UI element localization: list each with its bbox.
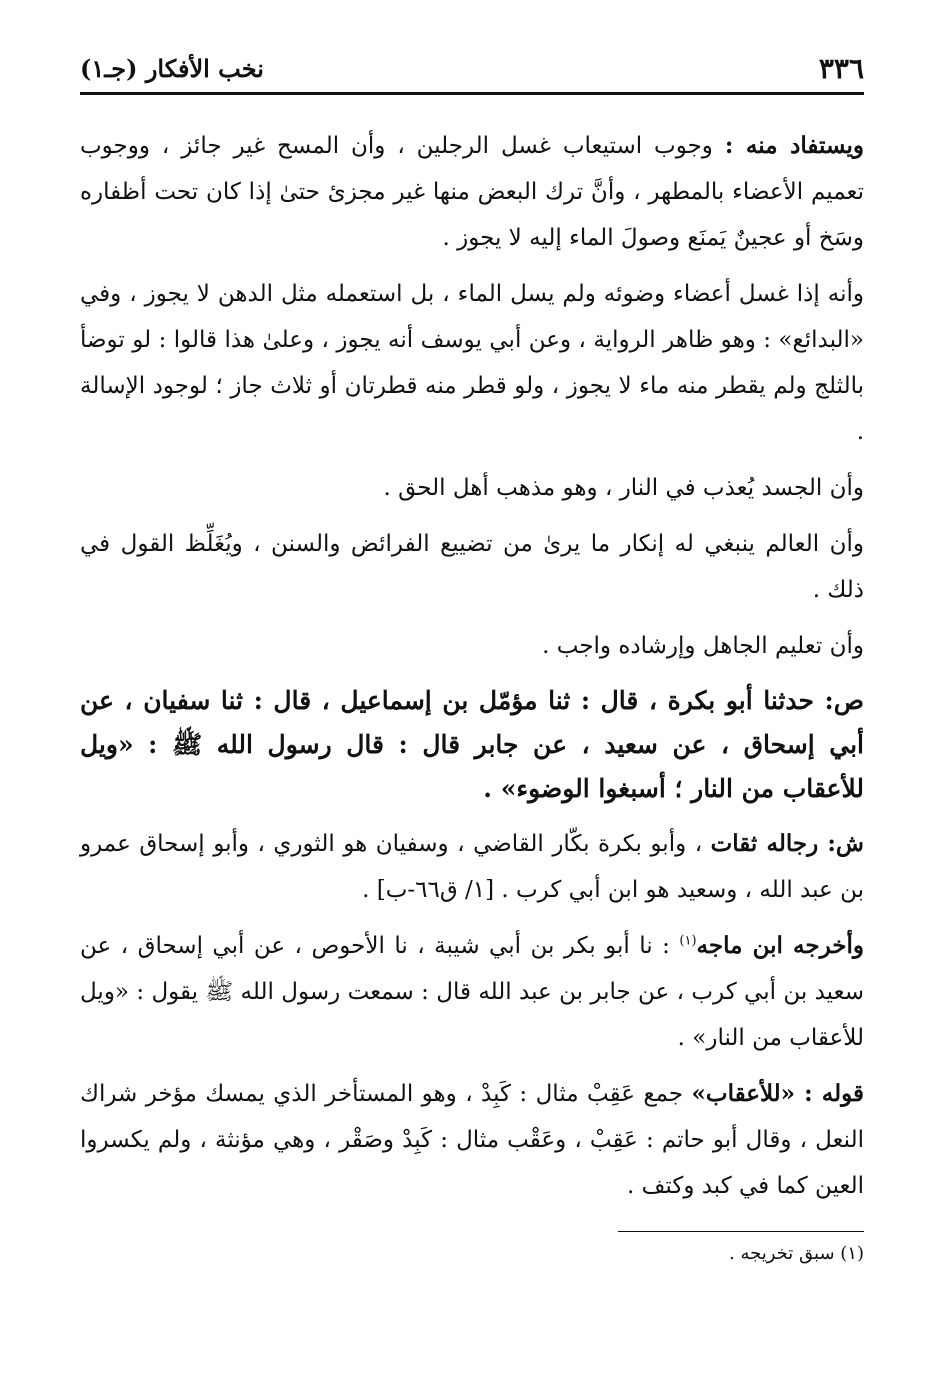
footnote: (١) سبق تخريجه .: [729, 1243, 864, 1264]
paragraph: [80, 623, 864, 669]
running-title: نخب الأفكار (جـ١): [80, 54, 264, 83]
page-header: [80, 52, 864, 95]
hadith-text: ص: حدثنا أبو بكرة ، قال : ثنا مؤمّل بن إسماعيل ، قال : ثنا سفيان ، عن أبي إسحاق ، عن سعيد ، عن جابر قال : قال رسول الله ﷺ : «ويل للأعقاب من النار ؛ أسبغوا الوضوء» .: [80, 686, 864, 803]
commentary-paragraph: [80, 821, 864, 913]
book-page: [80, 52, 864, 1270]
takhrij-text: : نا أبو بكر بن أبي شيبة ، نا الأحوص ، عن أبي إسحاق ، عن سعيد بن أبي كرب ، عن جابر بن عبد الله قال : سمعت رسول الله ﷺ يقول : «ويل للأعقاب من النار» .: [80, 933, 864, 1051]
footnote-reference[interactable]: (١): [679, 933, 697, 949]
takhrij-paragraph: [80, 923, 864, 1061]
explanation-text: جمع عَقِبْ مثال : كَبِدْ ، وهو المستأخر الذي يمسك مؤخر شراك النعل ، وقال أبو حاتم : عَقِبْ ، وعَقْب مثال : كَبِدْ وصَقْر ، وهي مؤنثة ، ولم يكسروا العين كما في كبد وكتف .: [80, 1081, 864, 1199]
paragraph-text: وأن الجسد يُعذب في النار ، وهو مذهب أهل الحق .: [383, 475, 864, 501]
footnote-divider: [618, 1231, 864, 1232]
paragraph: [80, 521, 864, 613]
paragraph-lead: ويستفاد منه :: [724, 132, 864, 159]
paragraph: [80, 465, 864, 511]
paragraph-text: وأن العالم ينبغي له إنكار ما يرىٰ من تضييع الفرائض والسنن ، ويُغَلِّظ القول في ذلك .: [80, 531, 864, 603]
commentary-text: ، وأبو بكرة بكّار القاضي ، وسفيان هو الثوري ، وأبو إسحاق عمرو بن عبد الله ، وسعيد هو ابن أبي كرب . [١/ ق٦٦-ب] .: [80, 831, 864, 903]
takhrij-lead: وأخرجه ابن ماجه: [696, 932, 864, 959]
paragraph: [80, 271, 864, 455]
page-body: [80, 123, 864, 1270]
page-number: ٣٣٦: [818, 52, 864, 85]
explanation-lead: قوله : «للأعقاب»: [691, 1080, 864, 1107]
explanation-paragraph: [80, 1071, 864, 1209]
paragraph-text: وأنه إذا غسل أعضاء وضوئه ولم يسل الماء ، بل استعمله مثل الدهن لا يجوز ، وفي «البدائع» : وهو ظاهر الرواية ، وعن أبي يوسف أنه يجوز ، وعلىٰ هذا قالوا : لو توضأ بالثلج ولم يقطر منه ماء لا يجوز ، ولو قطر منه قطرتان أو ثلاث جاز ؛ لوجود الإسالة .: [80, 281, 864, 445]
paragraph-text: وجوب استيعاب غسل الرجلين ، وأن المسح غير جائز ، ووجوب تعميم الأعضاء بالمطهر ، وأنَّ ترك البعض منها غير مجزئ حتىٰ إذا كان تحت أظفاره وسَخ أو عجينٌ يَمنَع وصولَ الماء إليه لا يجوز .: [80, 133, 864, 251]
commentary-lead: ش: رجاله ثقات: [710, 830, 864, 857]
paragraph: [80, 123, 864, 261]
paragraph-text: وأن تعليم الجاهل وإرشاده واجب .: [542, 633, 864, 659]
